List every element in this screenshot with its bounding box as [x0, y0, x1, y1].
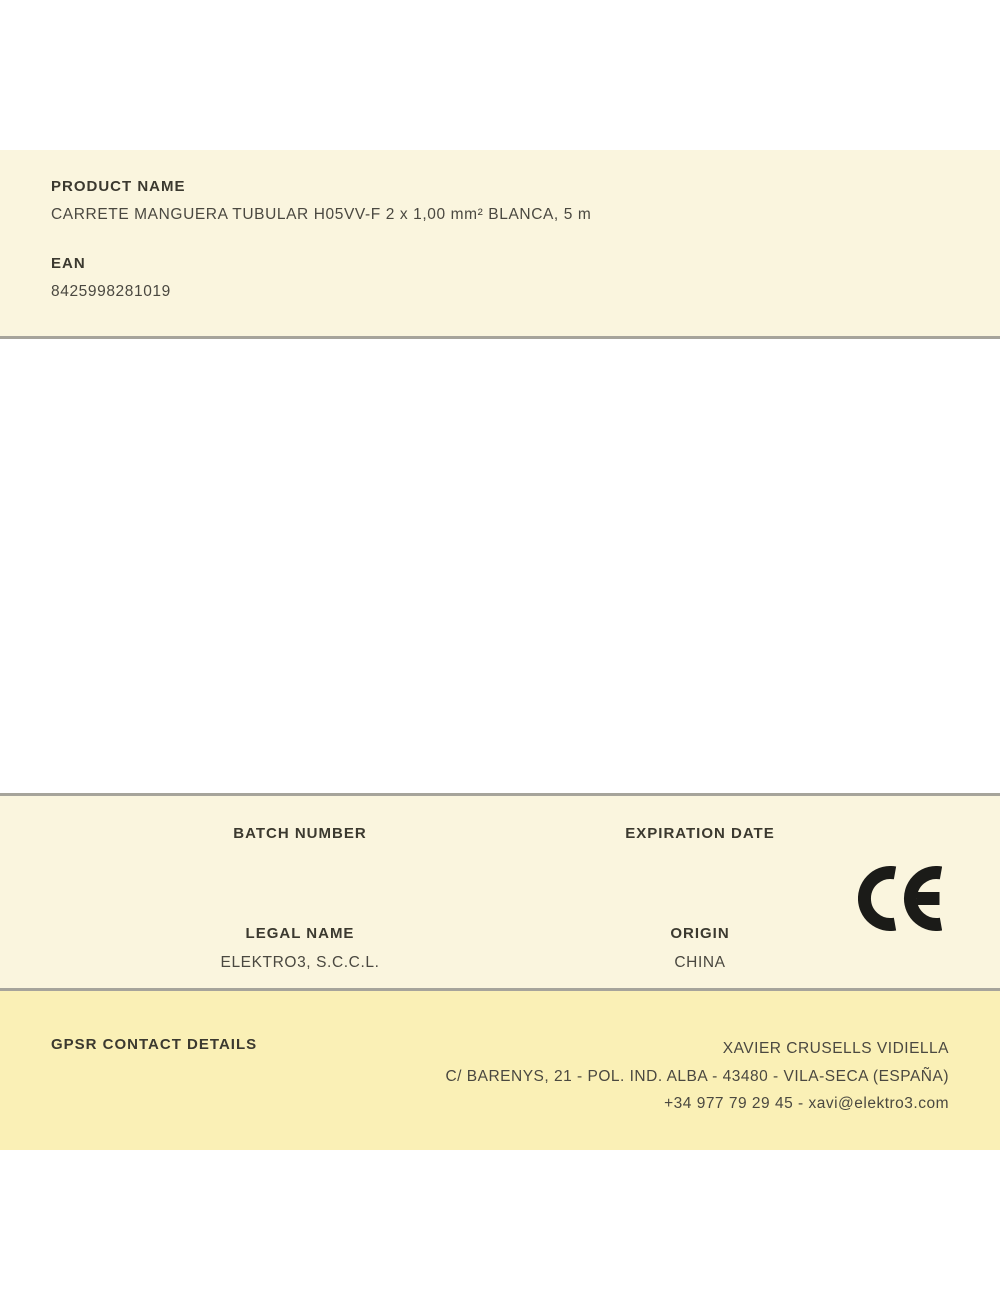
legal-origin-row	[100, 924, 900, 974]
contact-address: C/ BARENYS, 21 - POL. IND. ALBA - 43480 - VILA-SECA (ESPAÑA)	[445, 1067, 949, 1085]
expiration-date-label: EXPIRATION DATE	[625, 825, 775, 842]
product-name-value: CARRETE MANGUERA TUBULAR H05VV-F 2 x 1,00 mm² BLANCA, 5 m	[51, 206, 592, 223]
product-info-panel	[0, 150, 1000, 339]
legal-name-field	[100, 924, 500, 974]
origin-field	[500, 924, 900, 974]
gpsr-contact-panel	[0, 991, 1000, 1150]
ean-value: 8425998281019	[51, 283, 171, 300]
product-name-label: PRODUCT NAME	[51, 178, 186, 195]
batch-expiration-row	[100, 824, 900, 852]
gpsr-heading: GPSR CONTACT DETAILS	[51, 1036, 258, 1053]
origin-label: ORIGIN	[670, 925, 730, 942]
legal-name-label: LEGAL NAME	[245, 925, 355, 942]
ean-field	[51, 254, 949, 303]
contact-phone-email: +34 977 79 29 45 - xavi@elektro3.com	[664, 1095, 949, 1112]
batch-number-label: BATCH NUMBER	[233, 825, 367, 842]
batch-origin-panel	[0, 793, 1000, 991]
contact-name: XAVIER CRUSELLS VIDIELLA	[722, 1040, 949, 1057]
legal-name-value: ELEKTRO3, S.C.C.L.	[220, 954, 380, 971]
expiration-date-field	[500, 824, 900, 852]
origin-value: CHINA	[674, 954, 726, 971]
ean-label: EAN	[51, 255, 86, 272]
batch-number-field	[100, 824, 500, 852]
ce-mark-icon	[858, 866, 942, 931]
product-name-field	[51, 177, 949, 226]
gpsr-contact-block	[445, 1035, 949, 1118]
